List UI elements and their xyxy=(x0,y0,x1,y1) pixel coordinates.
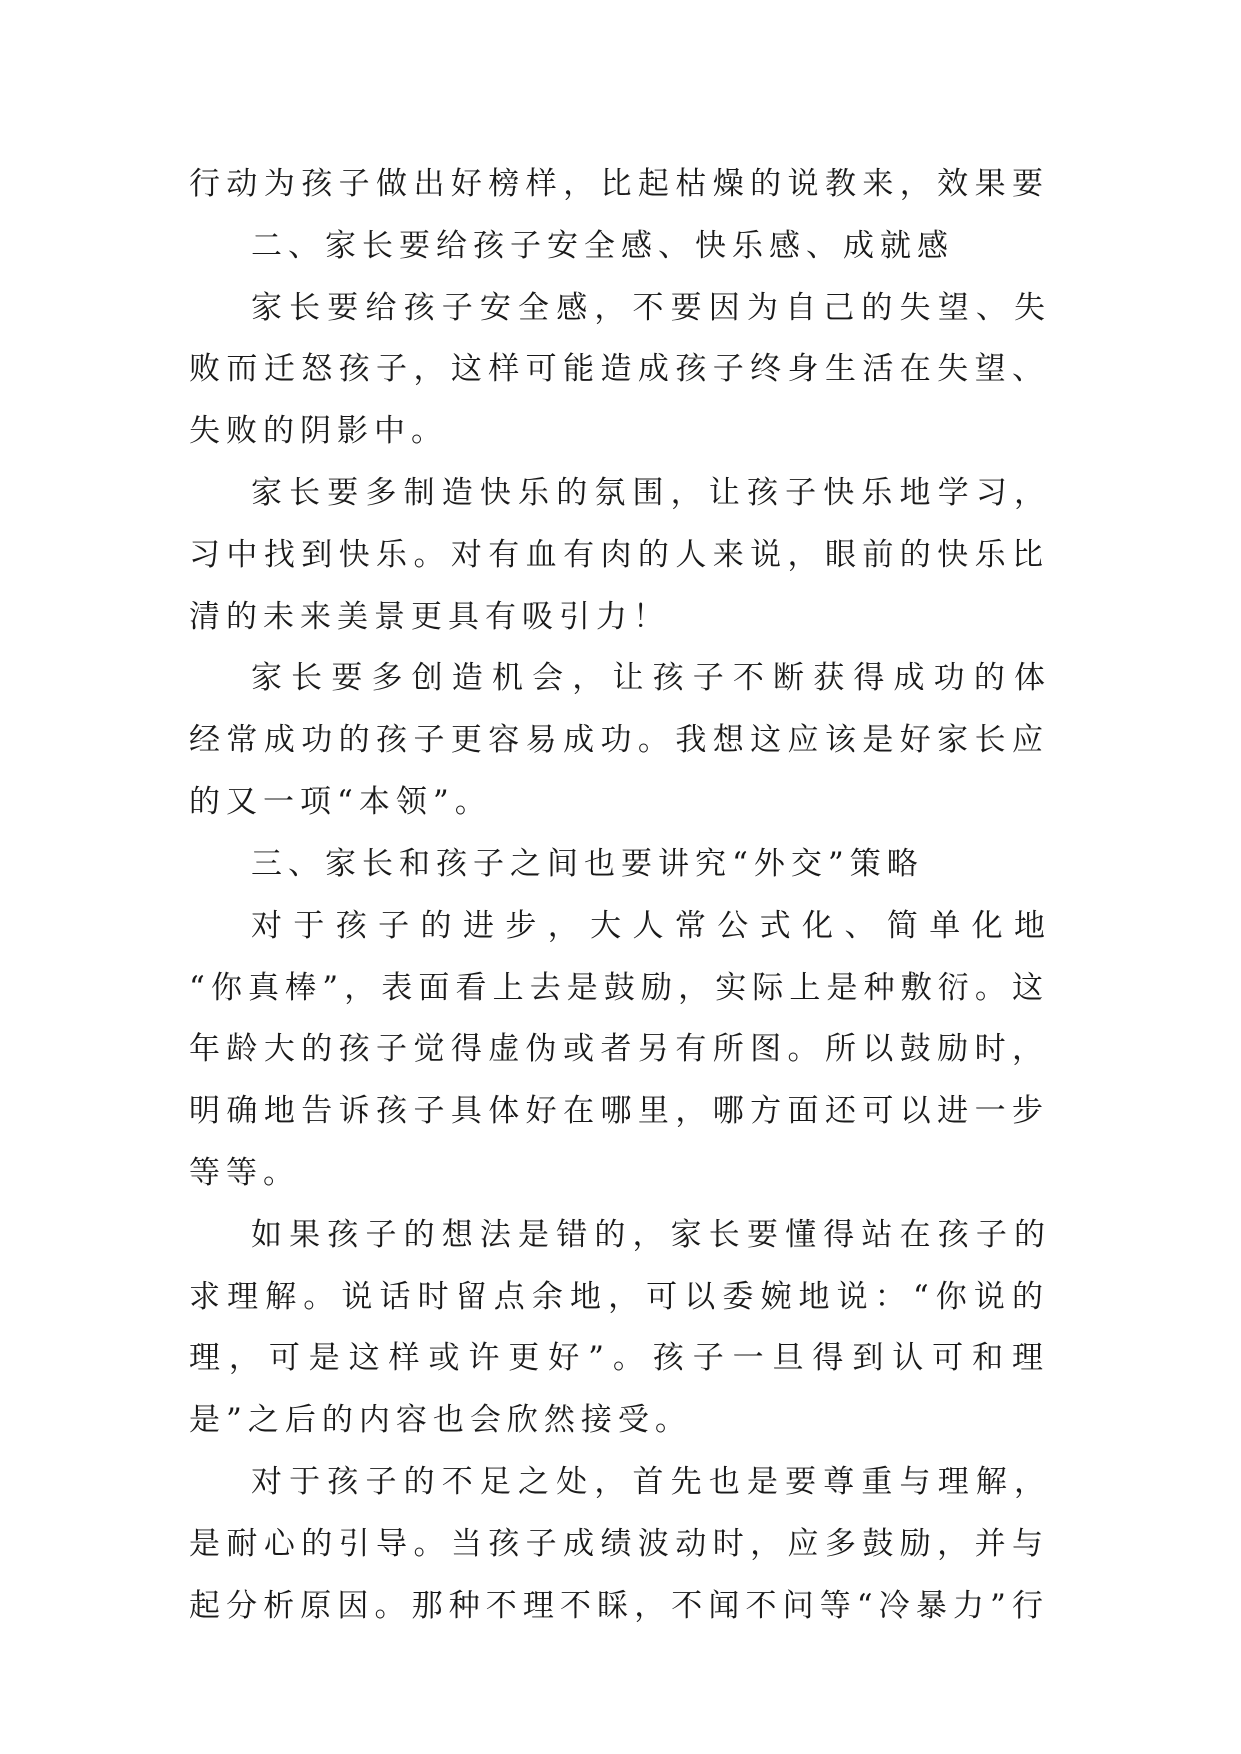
text-line: 清的未来美景更具有吸引力！ xyxy=(189,599,670,635)
text-line: 经常成功的孩子更容易成功。我想这应该是好家长应 xyxy=(189,722,1049,758)
text-line: 如果孩子的想法是错的，家长要懂得站在孩子的 xyxy=(251,1217,1051,1253)
text-line: 明确地告诉孩子具体好在哪里，哪方面还可以进一步 xyxy=(189,1093,1049,1129)
text-line: 是耐心的引导。当孩子成绩波动时，应多鼓励，并与 xyxy=(189,1526,1049,1562)
text-line: 年龄大的孩子觉得虚伪或者另有所图。所以鼓励时， xyxy=(189,1031,1049,1067)
text-line: 起分析原因。那种不理不睬，不闻不问等“冷暴力”行 xyxy=(189,1588,1049,1624)
text-line: 行动为孩子做出好榜样，比起枯燥的说教来，效果要 xyxy=(189,166,1049,202)
text-line: 对于孩子的不足之处，首先也是要尊重与理解， xyxy=(251,1464,1051,1500)
text-line: 习中找到快乐。对有血有肉的人来说，眼前的快乐比 xyxy=(189,537,1049,573)
text-line: 等等。 xyxy=(189,1155,300,1191)
text-line: 的又一项“本领”。 xyxy=(189,784,492,820)
text-line: “你真棒”，表面看上去是鼓励，实际上是种敷衍。这 xyxy=(189,970,1049,1006)
text-line: 是”之后的内容也会欣然接受。 xyxy=(189,1402,692,1438)
text-line: 求理解。说话时留点余地，可以委婉地说：“你说的 xyxy=(189,1279,1049,1315)
text-line: 理，可是这样或许更好”。孩子一旦得到认可和理 xyxy=(189,1340,1049,1376)
text-line: 败而迁怒孩子，这样可能造成孩子终身生活在失望、 xyxy=(189,351,1049,387)
text-line: 家长要多制造快乐的氛围，让孩子快乐地学习， xyxy=(251,475,1051,511)
text-line: 家长要给孩子安全感，不要因为自己的失望、失 xyxy=(251,290,1051,326)
text-line: 失败的阴影中。 xyxy=(189,413,448,449)
text-line: 对于孩子的进步，大人常公式化、简单化地 xyxy=(251,908,1051,944)
text-line: 家长要多创造机会，让孩子不断获得成功的体 xyxy=(251,660,1051,696)
section-heading: 三、家长和孩子之间也要讲究“外交”策略 xyxy=(251,846,924,882)
section-heading: 二、家长要给孩子安全感、快乐感、成就感 xyxy=(251,228,954,264)
